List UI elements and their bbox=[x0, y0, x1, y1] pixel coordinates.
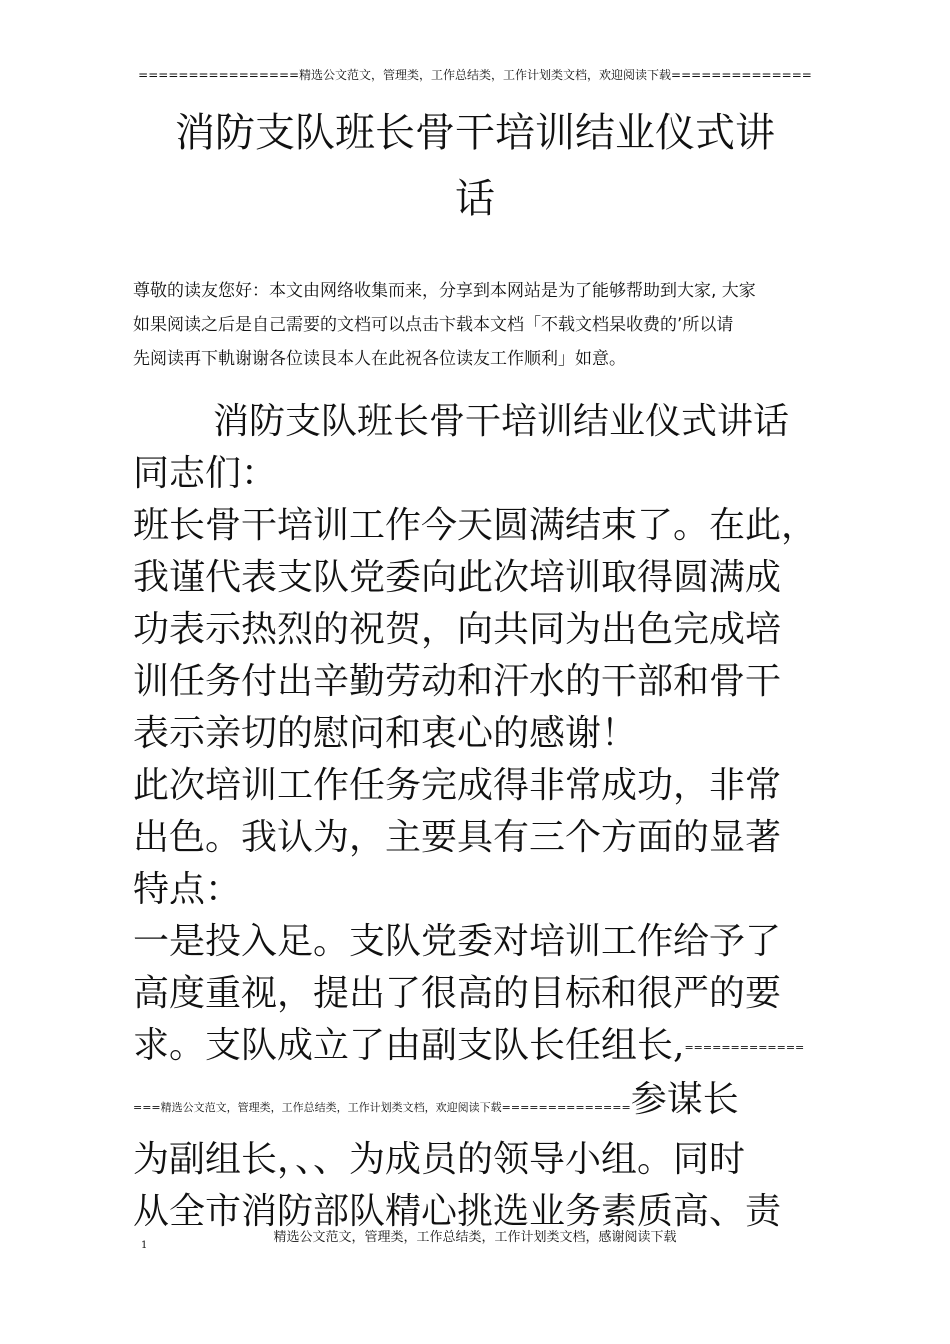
header-banner: ================精选公文范文，管理类，工作总结类，工作计划类文档，欢迎阅读下载============== bbox=[138, 68, 812, 82]
title-line-2: 话 bbox=[455, 176, 495, 222]
notice-line: 尊敬的读友您好：本文由网络收集而来，分享到本网站是为了能够帮助到大家, 大家 bbox=[133, 281, 756, 301]
speech-body bbox=[133, 396, 833, 1238]
body-line-with-banner bbox=[133, 1020, 833, 1074]
body-line: 表示亲切的慰问和衷心的感谢！ bbox=[133, 713, 638, 754]
reader-notice bbox=[133, 274, 833, 376]
notice-line: 先阅读再下軌谢谢各位读艮本人在此祝各位读友工作顺利」如意。 bbox=[133, 349, 626, 369]
inline-banner-b: ===精选公文范文，管理类，工作总结类，工作计划类文档，欢迎阅读下载============== bbox=[133, 1101, 631, 1114]
body-line: 出色。我认为，主要具有三个方面的显著 bbox=[133, 817, 782, 858]
page-number: 1 bbox=[141, 1240, 148, 1251]
body-line: 功表示热烈的祝贺，向共同为出色完成培 bbox=[133, 609, 782, 650]
body-line: 训任务付出辛勤劳动和汗水的干部和骨干 bbox=[133, 661, 782, 702]
salutation: 同志们： bbox=[133, 453, 278, 494]
body-line: 从全市消防部队精心挑选业务素质高、责 bbox=[133, 1191, 782, 1232]
body-line: 我谨代表支队党委向此次培训取得圆满成 bbox=[133, 557, 782, 598]
document-title bbox=[120, 100, 830, 232]
speech-heading: 消防支队班长骨干培训结业仪式讲话 bbox=[213, 401, 790, 442]
body-line: 求。支队成立了由副支队长任组长, bbox=[133, 1025, 685, 1066]
body-line: 参谋长 bbox=[630, 1079, 739, 1120]
body-line: 班长骨干培训工作今天圆满结束了。在此， bbox=[133, 505, 818, 546]
body-line: 高度重视，提出了很高的目标和很严的要 bbox=[133, 973, 782, 1014]
banner-line bbox=[133, 1074, 833, 1134]
notice-line: 如果阅读之后是自己需要的文档可以点击卞载本文档「不载文档杲收费的’所以请 bbox=[133, 315, 734, 335]
footer-text: 精选公文范文，管理类，工作总结类，工作计划类文档，感谢阅读下载 bbox=[273, 1230, 677, 1245]
inline-banner-a: ============= bbox=[684, 1041, 805, 1054]
body-line: 一是投入足。支队党委对培训工作给予了 bbox=[133, 921, 782, 962]
body-line: 为副组长，、、为成员的领导小组。同时 bbox=[133, 1139, 746, 1180]
title-line-1: 消防支队班长骨干培训结业仪式讲 bbox=[175, 110, 775, 156]
body-line: 此次培训工作任务完成得非常成功，非常 bbox=[133, 765, 782, 806]
body-line: 特点： bbox=[133, 869, 242, 910]
